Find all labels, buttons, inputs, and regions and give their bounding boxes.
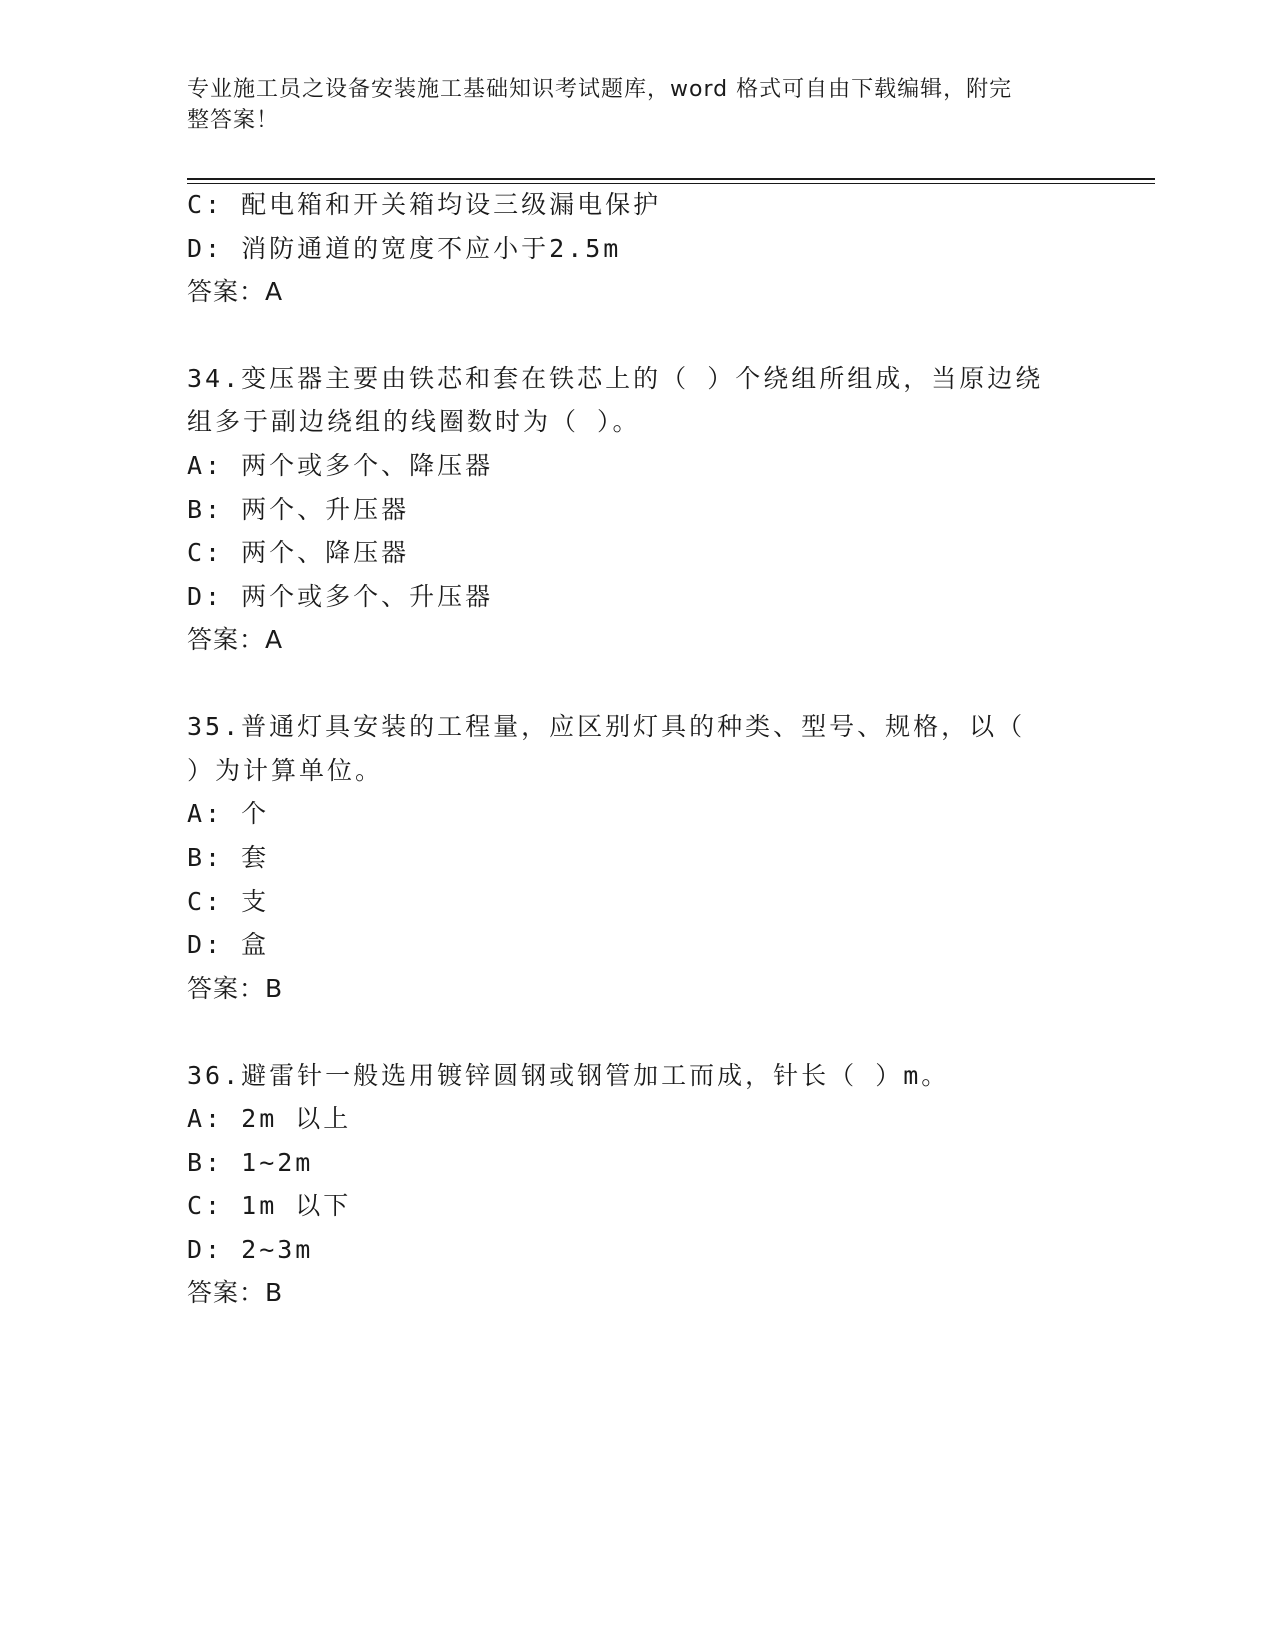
header-divider-thin [187,183,1155,184]
document-header [187,74,1067,136]
q35-option-d: D: 盒 [187,930,270,959]
q34-option-a: A: 两个或多个、降压器 [187,451,494,480]
q35-option-c: C: 支 [187,887,270,916]
q36-stem: 36.避雷针一般选用镀锌圆钢或钢管加工而成，针长（ ）m。 [187,1061,950,1090]
q34-answer: 答案：A [187,625,284,654]
q35-stem-line-1: 35.普通灯具安装的工程量，应区别灯具的种类、型号、规格，以（ [187,712,1026,741]
q35-option-a: A: 个 [187,799,270,828]
prev-option-c: C: 配电箱和开关箱均设三级漏电保护 [187,190,662,219]
q34-option-b: B: 两个、升压器 [187,495,410,524]
header-title-line-2: 整答案！ [187,108,280,133]
q35-stem-line-2: ）为计算单位。 [187,756,384,785]
q34-stem-line-1: 34.变压器主要由铁芯和套在铁芯上的（ ）个绕组所组成，当原边绕 [187,364,1044,393]
header-title-line-1: 专业施工员之设备安装施工基础知识考试题库，word 格式可自由下载编辑，附完 [187,77,1013,102]
q34-stem-line-2: 组多于副边绕组的线圈数时为（ ）。 [187,407,641,436]
q36-option-d: D: 2~3m [187,1235,314,1264]
q36-option-a: A: 2m 以上 [187,1104,352,1133]
q34-option-c: C: 两个、降压器 [187,538,410,567]
q34-option-d: D: 两个或多个、升压器 [187,582,494,611]
q35-option-b: B: 套 [187,843,270,872]
header-divider-thick [187,178,1155,180]
q35-answer: 答案：B [187,974,284,1003]
prev-option-d: D: 消防通道的宽度不应小于2.5m [187,234,622,263]
prev-answer: 答案：A [187,277,284,306]
q36-option-b: B: 1~2m [187,1148,314,1177]
q36-option-c: C: 1m 以下 [187,1191,352,1220]
q36-answer: 答案：B [187,1278,284,1307]
